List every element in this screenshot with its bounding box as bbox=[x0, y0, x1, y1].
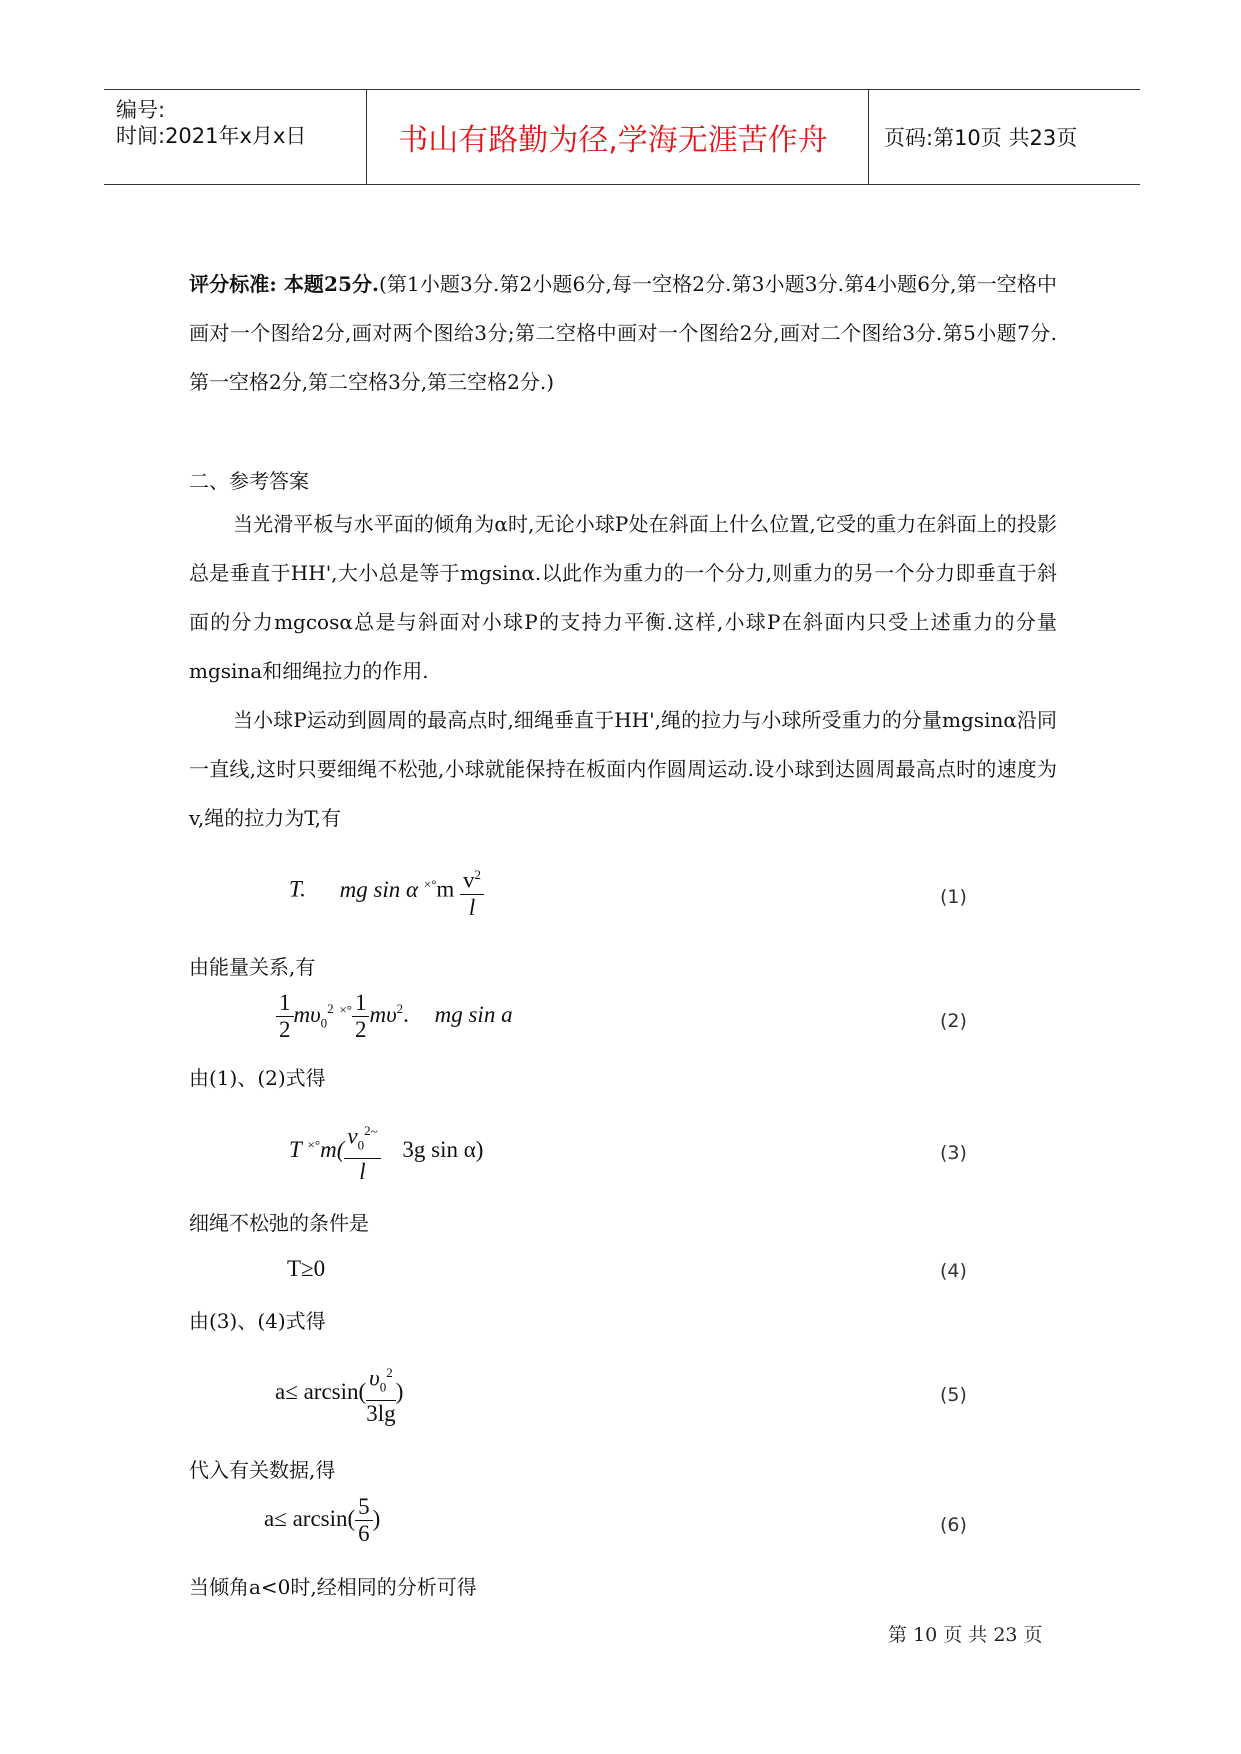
grading-lead: 评分标准: 本题25分. bbox=[189, 272, 380, 296]
eq2-half-2: $\frac{1}{2}$ bbox=[352, 990, 370, 1043]
cond-label: 细绳不松弛的条件是 bbox=[189, 1211, 369, 1235]
equation-6 bbox=[264, 1494, 380, 1547]
header-meta bbox=[116, 90, 366, 184]
from12-label: 由(1)、(2)式得 bbox=[189, 1066, 326, 1090]
number-label: 编号: bbox=[116, 98, 166, 122]
equation-2 bbox=[276, 990, 513, 1043]
equation-3 bbox=[289, 1118, 483, 1185]
time-label: 时间:2021年x月x日 bbox=[116, 124, 307, 148]
eq3-m: m( bbox=[320, 1136, 345, 1162]
from34-label: 由(3)、(4)式得 bbox=[189, 1309, 326, 1333]
eq2-sup: 2 bbox=[327, 1001, 334, 1017]
eq2-dot: . bbox=[403, 1001, 409, 1027]
answer-body bbox=[189, 500, 1057, 843]
eq2-sup-2: 2 bbox=[396, 1001, 404, 1017]
eq3-fraction: $\frac{v_0^{2\sim}}{l}$ bbox=[344, 1118, 380, 1185]
eq2-half: $\frac{1}{2}$ bbox=[276, 990, 294, 1043]
equation-1-tag: (1) bbox=[940, 886, 967, 908]
grading-paragraph bbox=[189, 260, 1057, 407]
eq3-symbol: ×° bbox=[307, 1136, 321, 1152]
grading-block bbox=[189, 260, 1057, 407]
equation-5 bbox=[275, 1360, 403, 1427]
equation-4: T≥0 bbox=[287, 1256, 326, 1281]
eq6-close: ) bbox=[372, 1505, 381, 1531]
page-header bbox=[104, 89, 1140, 185]
eq2-sub: 0 bbox=[320, 1015, 328, 1031]
header-page-info: 页码:第10页 共23页 bbox=[884, 126, 1078, 150]
equation-5-tag: (5) bbox=[940, 1384, 967, 1406]
eq1-mid: mg sin α bbox=[339, 876, 419, 902]
page-footer: 第 10 页 共 23 页 bbox=[888, 1624, 1043, 1646]
eq6-lhs: a≤ arcsin( bbox=[264, 1505, 356, 1531]
eq1-numerator: v bbox=[463, 867, 475, 893]
eq1-denominator: l bbox=[468, 894, 476, 920]
header-divider bbox=[366, 90, 367, 184]
header-motto: 书山有路勤为径,学海无涯苦作舟 bbox=[398, 123, 828, 158]
answer-paragraph-1: 当光滑平板与水平面的倾角为α时,无论小球P处在斜面上什么位置,它受的重力在斜面上的投影总是垂直于HH',大小总是等于mgsinα.以此作为重力的一个分力,则重力的另一个分力即垂直于斜面的分力mgcosα总是与斜面对小球P的支持力平衡.这样,小球P在斜面内只受上述重力的分量mgsina和细绳拉力的作用. bbox=[189, 512, 1057, 683]
equation-6-tag: (6) bbox=[940, 1514, 967, 1536]
eq3-tail: 3g sin α) bbox=[402, 1136, 484, 1162]
eq2-tail: mg sin a bbox=[434, 1001, 513, 1027]
answer-paragraph-2: 当小球P运动到圆周的最高点时,细绳垂直于HH',绳的拉力与小球所受重力的分量mgsinα沿同一直线,这时只要细绳不松弛,小球就能保持在板面内作圆周运动.设小球到达圆周最高点时的速度为v,绳的拉力为T,有 bbox=[189, 708, 1057, 830]
section-title: 二、参考答案 bbox=[189, 469, 309, 493]
eq5-lhs: a≤ arcsin( bbox=[275, 1378, 367, 1404]
eq3-T: T bbox=[289, 1136, 302, 1162]
equation-1 bbox=[289, 862, 484, 921]
eq1-sup: 2 bbox=[474, 867, 482, 882]
energy-label: 由能量关系,有 bbox=[189, 955, 316, 979]
equation-4-tag: (4) bbox=[940, 1260, 967, 1282]
subst-label: 代入有关数据,得 bbox=[189, 1458, 336, 1482]
grading-text: (第1小题3分.第2小题6分,每一空格2分.第3小题3分.第4小题6分,第一空格中画对一个图给2分,画对两个图给3分;第二空格中画对一个图给2分,画对二个图给3分.第5小题7分.第一空格2分,第二空格3分,第三空格2分.) bbox=[189, 272, 1057, 394]
last-label: 当倾角a<0时,经相同的分析可得 bbox=[189, 1575, 477, 1599]
eq2-term2: mυ bbox=[369, 1001, 397, 1027]
header-divider bbox=[868, 90, 869, 184]
eq1-m: m bbox=[436, 876, 455, 902]
eq2-symbol: ×° bbox=[339, 1001, 352, 1017]
eq5-fraction: $\frac{\upsilon_0^2}{3\lg}$ bbox=[366, 1360, 396, 1427]
eq2-term1: mυ bbox=[293, 1001, 321, 1027]
eq6-fraction: $\frac{5}{6}$ bbox=[355, 1494, 373, 1547]
eq5-close: ) bbox=[395, 1378, 404, 1404]
eq1-symbol: ×° bbox=[423, 876, 437, 892]
equation-3-tag: (3) bbox=[940, 1142, 967, 1164]
equation-2-tag: (2) bbox=[940, 1010, 967, 1032]
eq1-fraction bbox=[460, 862, 484, 921]
eq1-lhs: T. bbox=[289, 876, 306, 902]
